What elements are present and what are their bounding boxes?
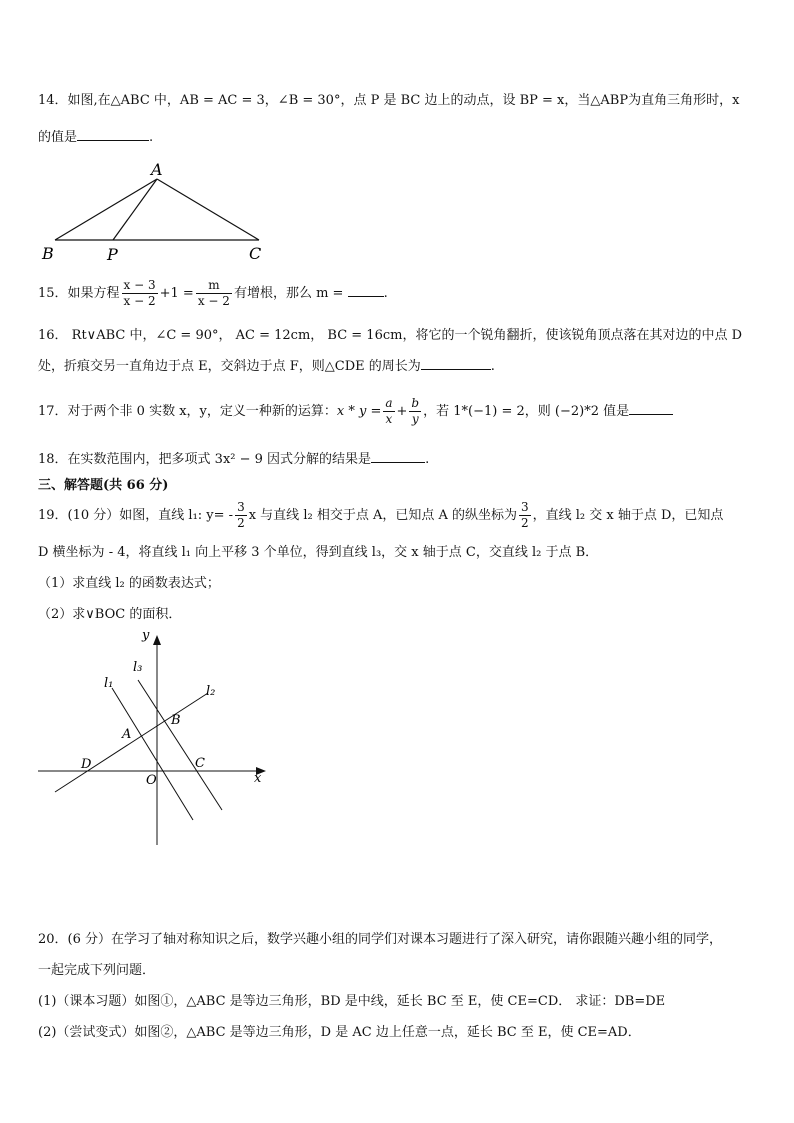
q17-fraction-a (383, 396, 394, 427)
q19-label-l2: l₂ (206, 684, 216, 699)
q19-coordinate-figure (30, 625, 280, 850)
section-3-title: 三、解答题(共 66 分) (38, 478, 169, 493)
q14-segment-ap (113, 179, 157, 240)
q19-line2: D 横坐标为 - 4，将直线 l₁ 向上平移 3 个单位，得到直线 l₃，交 x 轴于点 C，交直线 l₂ 于点 B． (38, 545, 599, 560)
q15-fraction-1-den: x − 2 (123, 294, 156, 308)
q19-fraction-ay-num: 3 (521, 500, 529, 514)
q17-fraction-b-den: y (411, 412, 419, 426)
q14-label-p: P (107, 245, 118, 264)
q17-prefix: 17．对于两个非 0 实数 x，y，定义一种新的运算： (38, 404, 337, 419)
q17-mid: ，若 1*(−1) = 2，则 (−2)*2 值是 (423, 404, 630, 419)
q15-fraction-2 (196, 278, 232, 309)
q15-answer-blank (348, 284, 384, 297)
q17-fraction-b (409, 396, 421, 427)
q19-fraction-ay (519, 500, 531, 531)
q15-fraction-2-den: x − 2 (197, 294, 230, 308)
q16-line2-suffix: . (490, 359, 495, 374)
q17-fraction-b-num: b (411, 396, 420, 410)
q15-fraction-2-num: m (196, 278, 232, 294)
q15-suffix: 有增根，那么 m = (233, 286, 348, 301)
q14-label-a: A (151, 160, 163, 179)
q15-fraction-1-num: x − 3 (123, 278, 156, 292)
q14-side-ac (157, 179, 259, 240)
q14-line1: 14．如图,在△ABC 中，AB = AC = 3，∠B = 30°，点 P 是 BC 边上的动点，设 BP = x，当△ABP为直角三角形时，x (38, 93, 740, 108)
q19-label-a: A (122, 727, 132, 742)
q14-label-c: C (249, 244, 262, 263)
q20-sub2: (2)（尝试变式）如图②，△ABC 是等边三角形，D 是 AC 边上任意一点，延长 BC 至 E，使 CE=AD． (38, 1025, 641, 1040)
q19-label-l1: l₁ (104, 676, 114, 691)
q17-line (38, 396, 673, 427)
q17-expr-lhs: x * y = (336, 404, 382, 419)
q19-y-axis-arrow (153, 635, 161, 645)
q14-answer-blank (77, 128, 149, 141)
q19-label-x: x (254, 771, 262, 786)
q19-fraction-slope (235, 500, 247, 531)
q14-triangle-figure (38, 160, 278, 265)
q16-line1: 16． Rt∨ABC 中，∠C = 90°， AC = 12cm， BC = 16cm，将它的一个锐角翻折，使该锐角顶点落在其对边的中点 D (38, 328, 743, 343)
q18-prefix: 18．在实数范围内，把多项式 3x² − 9 因式分解的结果是 (38, 452, 372, 467)
q19-label-b: B (171, 713, 181, 728)
q15-fraction-1 (122, 278, 158, 309)
q15-line (38, 278, 388, 309)
q16-line2 (38, 355, 495, 374)
q18-line (38, 448, 429, 467)
q19-label-d: D (81, 757, 92, 772)
q19-line1-a: 19．(10 分）如图，直线 l₁: y= - (38, 508, 234, 523)
q20-line1: 20．(6 分）在学习了轴对称知识之后，数学兴趣小组的同学们对课本习题进行了深入研究，请你跟随兴趣小组的同学， (38, 932, 723, 947)
q19-line1 (38, 500, 723, 531)
q19-fraction-slope-den: 2 (237, 516, 245, 530)
q19-fraction-ay-den: 2 (521, 516, 529, 530)
q19-sub1: （1）求直线 l₂ 的函数表达式； (38, 576, 220, 591)
q18-answer-blank (371, 450, 425, 463)
q14-side-ab (55, 179, 157, 240)
q19-line-l2 (55, 693, 208, 792)
q19-sub2: （2）求∨BOC 的面积． (38, 607, 182, 622)
q17-fraction-a-den: x (385, 412, 393, 426)
q15-mid: +1 = (159, 286, 194, 301)
q14-label-b: B (42, 244, 54, 263)
q19-line-l3 (138, 680, 222, 810)
q20-line2: 一起完成下列问题． (38, 963, 156, 978)
q19-label-l3: l₃ (133, 660, 143, 675)
q19-line-l1 (112, 688, 193, 820)
q16-line2-prefix: 处，折痕交另一直角边于点 E，交斜边于点 F，则△CDE 的周长为 (38, 359, 421, 374)
q14-line2-suffix: . (149, 130, 154, 145)
q19-label-o: O (146, 773, 157, 788)
q19-label-c: C (195, 756, 205, 771)
q17-answer-blank (629, 402, 673, 415)
q15-prefix: 15．如果方程 (38, 286, 120, 301)
q19-fraction-slope-num: 3 (237, 500, 245, 514)
q16-answer-blank (421, 357, 491, 370)
q19-line1-b: x 与直线 l₂ 相交于点 A，已知点 A 的纵坐标为 (248, 508, 517, 523)
q20-sub1: (1)（课本习题）如图①，△ABC 是等边三角形，BD 是中线，延长 BC 至 E，使 CE=CD． 求证：DB=DE (38, 994, 666, 1009)
q17-plus: + (396, 404, 408, 419)
q14-line2 (38, 126, 153, 145)
q19-label-y: y (142, 628, 150, 643)
q14-line2-prefix: 的值是 (38, 130, 78, 145)
q17-fraction-a-num: a (385, 396, 393, 410)
q18-suffix: . (425, 452, 430, 467)
q19-line1-c: ，直线 l₂ 交 x 轴于点 D，已知点 (532, 508, 724, 523)
q15-end: . (383, 286, 388, 301)
